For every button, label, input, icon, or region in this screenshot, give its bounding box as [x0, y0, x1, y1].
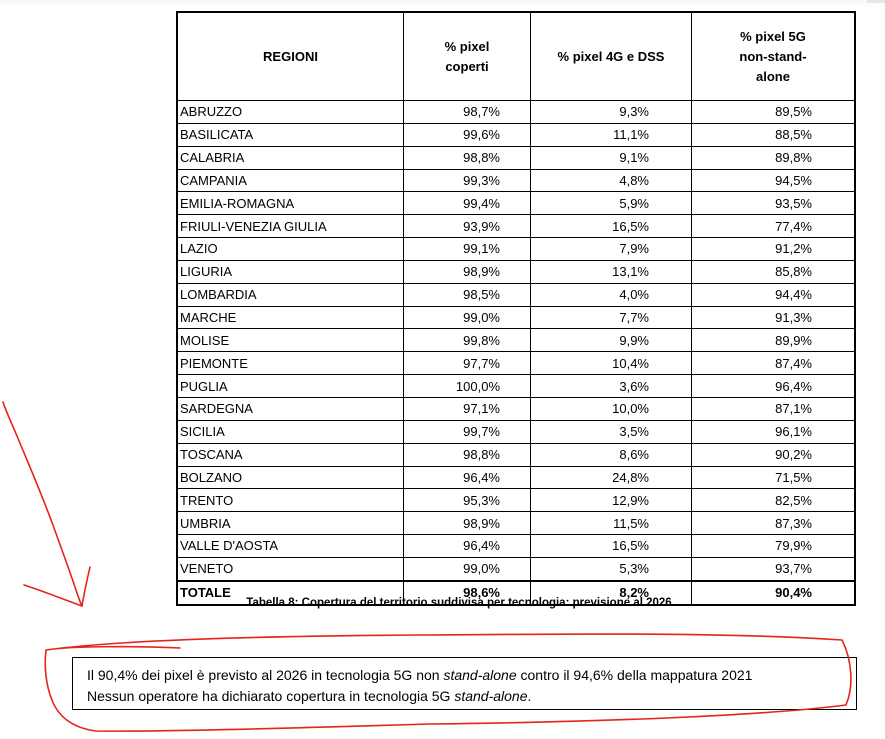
region-cell: LOMBARDIA [177, 283, 404, 306]
pixel-4g-dss-cell: 8,6% [531, 443, 692, 466]
table-caption: Tabella 8: Copertura del territorio suddivisa per tecnologia: previsione al 2026 [246, 597, 672, 609]
region-cell: PIEMONTE [177, 352, 404, 375]
region-cell: CALABRIA [177, 146, 404, 169]
pixel-5g-nsa-cell: 71,5% [692, 466, 856, 489]
pixel-4g-dss-cell: 11,5% [531, 512, 692, 535]
pixel-5g-nsa-cell: 94,4% [692, 283, 856, 306]
region-cell: CAMPANIA [177, 169, 404, 192]
pixel-5g-nsa-cell: 82,5% [692, 489, 856, 512]
pixel-coperti-cell: 98,9% [404, 512, 531, 535]
region-cell: LIGURIA [177, 260, 404, 283]
pixel-4g-dss-cell: 24,8% [531, 466, 692, 489]
pixel-5g-nsa-cell: 87,1% [692, 397, 856, 420]
pixel-coperti-cell: 96,4% [404, 466, 531, 489]
pixel-5g-nsa-cell: 87,3% [692, 512, 856, 535]
pixel-5g-nsa-cell: 89,9% [692, 329, 856, 352]
region-cell: TRENTO [177, 489, 404, 512]
pixel-4g-dss-cell: 4,8% [531, 169, 692, 192]
pixel-5g-nsa-cell: 87,4% [692, 352, 856, 375]
header-pixel-5g-nsa-text: % pixel 5G non-stand-alone [739, 28, 807, 84]
pixel-4g-dss-cell: 5,9% [531, 192, 692, 215]
hand-drawn-ellipse [45, 634, 851, 731]
region-cell: EMILIA-ROMAGNA [177, 192, 404, 215]
pixel-coperti-cell: 99,8% [404, 329, 531, 352]
pixel-coperti-cell: 98,7% [404, 101, 531, 124]
pixel-5g-nsa-cell: 93,5% [692, 192, 856, 215]
pixel-4g-dss-cell: 9,9% [531, 329, 692, 352]
pixel-coperti-cell: 100,0% [404, 375, 531, 398]
region-cell: ABRUZZO [177, 101, 404, 124]
pixel-coperti-cell: 98,8% [404, 146, 531, 169]
pixel-5g-nsa-cell: 93,7% [692, 557, 856, 580]
pixel-coperti-cell: 99,1% [404, 238, 531, 261]
pixel-4g-dss-cell: 12,9% [531, 489, 692, 512]
pixel-5g-nsa-cell: 88,5% [692, 123, 856, 146]
region-cell: MARCHE [177, 306, 404, 329]
pixel-coperti-cell: 93,9% [404, 215, 531, 238]
pixel-5g-nsa-cell: 90,2% [692, 443, 856, 466]
pixel-4g-dss-cell: 3,6% [531, 375, 692, 398]
region-cell: SARDEGNA [177, 397, 404, 420]
note-line-2-emphasis: stand-alone [454, 688, 528, 704]
pixel-4g-dss-cell: 4,0% [531, 283, 692, 306]
region-cell: VENETO [177, 557, 404, 580]
pixel-coperti-cell: 99,4% [404, 192, 531, 215]
region-cell: UMBRIA [177, 512, 404, 535]
pixel-coperti-cell: 98,9% [404, 260, 531, 283]
region-cell: TOSCANA [177, 443, 404, 466]
pixel-4g-dss-cell: 16,5% [531, 535, 692, 558]
pixel-5g-nsa-cell: 90,4% [692, 581, 856, 605]
note-line-1-text-b: contro il 94,6% della mappatura 2021 [516, 667, 753, 683]
pixel-5g-nsa-cell: 91,2% [692, 238, 856, 261]
pixel-coperti-cell: 99,0% [404, 306, 531, 329]
pixel-4g-dss-cell: 9,1% [531, 146, 692, 169]
pixel-coperti-cell: 95,3% [404, 489, 531, 512]
pixel-coperti-cell: 99,0% [404, 557, 531, 580]
pixel-4g-dss-cell: 5,3% [531, 557, 692, 580]
region-cell: SICILIA [177, 420, 404, 443]
pixel-4g-dss-cell: 8,2% [531, 581, 692, 605]
pixel-4g-dss-cell: 7,9% [531, 238, 692, 261]
header-pixel-4g-dss: % pixel 4G e DSS [531, 12, 692, 101]
pixel-coperti-cell: 97,7% [404, 352, 531, 375]
pixel-coperti-cell: 99,7% [404, 420, 531, 443]
pixel-coperti-cell: 96,4% [404, 535, 531, 558]
pixel-5g-nsa-cell: 96,1% [692, 420, 856, 443]
pixel-coperti-cell: 98,8% [404, 443, 531, 466]
pixel-5g-nsa-cell: 85,8% [692, 260, 856, 283]
pixel-coperti-cell: 98,6% [404, 581, 531, 605]
region-cell: VALLE D'AOSTA [177, 535, 404, 558]
region-cell: MOLISE [177, 329, 404, 352]
header-pixel-coperti-text: % pixel coperti [444, 38, 490, 74]
region-cell: PUGLIA [177, 375, 404, 398]
note-line-1-text-a: Il 90,4% dei pixel è previsto al 2026 in tecnologia 5G non [87, 667, 444, 683]
pixel-coperti-cell: 99,6% [404, 123, 531, 146]
pixel-4g-dss-cell: 7,7% [531, 306, 692, 329]
pixel-5g-nsa-cell: 89,5% [692, 101, 856, 124]
note-line-2-text-b: . [527, 688, 532, 704]
pixel-4g-dss-cell: 16,5% [531, 215, 692, 238]
region-cell: FRIULI-VENEZIA GIULIA [177, 215, 404, 238]
pixel-coperti-cell: 97,1% [404, 397, 531, 420]
pixel-4g-dss-cell: 10,4% [531, 352, 692, 375]
header-regioni: REGIONI [177, 12, 404, 101]
pixel-5g-nsa-cell: 89,8% [692, 146, 856, 169]
pixel-4g-dss-cell: 9,3% [531, 101, 692, 124]
note-line-2-text-a: Nessun operatore ha dichiarato copertura in tecnologia 5G [87, 688, 455, 704]
pixel-4g-dss-cell: 3,5% [531, 420, 692, 443]
pixel-4g-dss-cell: 10,0% [531, 397, 692, 420]
pixel-4g-dss-cell: 13,1% [531, 260, 692, 283]
pixel-coperti-cell: 98,5% [404, 283, 531, 306]
pixel-5g-nsa-cell: 96,4% [692, 375, 856, 398]
pixel-5g-nsa-cell: 91,3% [692, 306, 856, 329]
region-cell: BASILICATA [177, 123, 404, 146]
pixel-5g-nsa-cell: 77,4% [692, 215, 856, 238]
region-cell: TOTALE [177, 581, 404, 605]
pixel-4g-dss-cell: 11,1% [531, 123, 692, 146]
region-cell: LAZIO [177, 238, 404, 261]
pixel-5g-nsa-cell: 79,9% [692, 535, 856, 558]
pixel-5g-nsa-cell: 94,5% [692, 169, 856, 192]
pixel-coperti-cell: 99,3% [404, 169, 531, 192]
hand-drawn-arrow-shaft [3, 402, 82, 606]
note-line-1-emphasis: stand-alone [443, 667, 517, 683]
region-cell: BOLZANO [177, 466, 404, 489]
